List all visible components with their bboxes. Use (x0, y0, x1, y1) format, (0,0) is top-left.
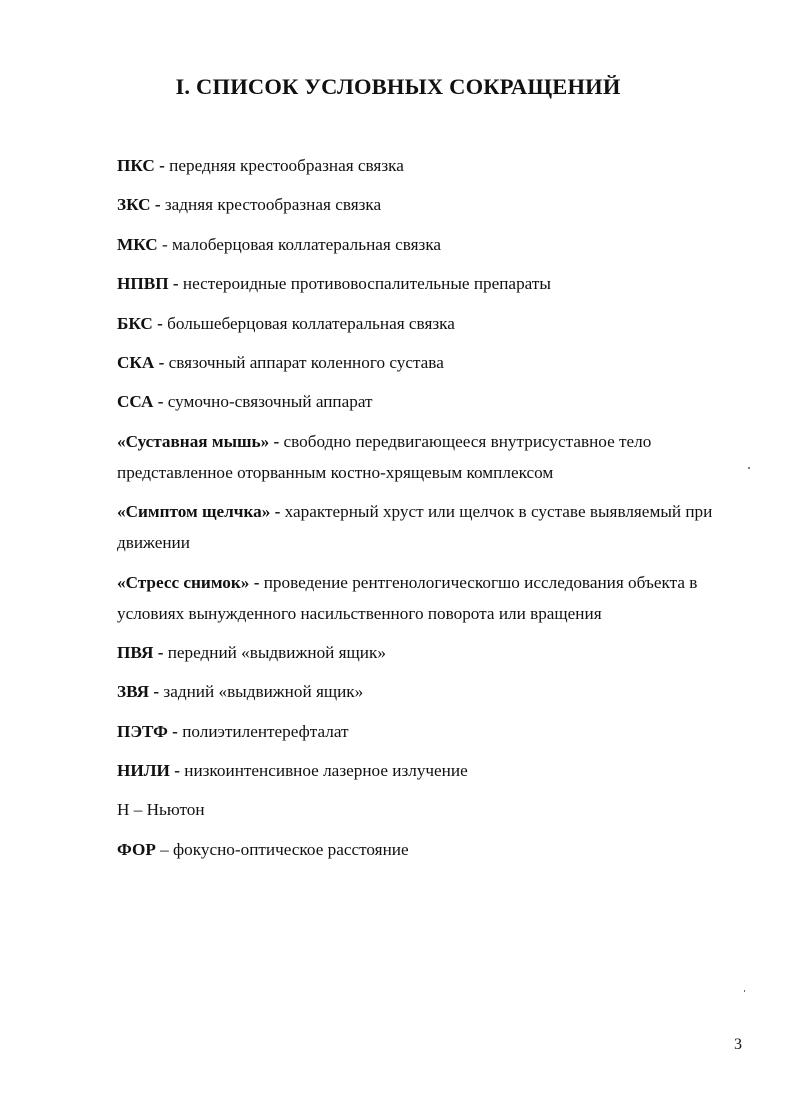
abbreviation-definition: полиэтилентерефталат (182, 721, 349, 741)
list-item (117, 676, 757, 707)
separator: - (172, 274, 179, 294)
abbreviation-term: «Симптом щелчка» (117, 502, 271, 522)
abbreviation-term: Н (117, 800, 130, 820)
abbreviation-term: ПЭТФ (117, 721, 168, 741)
abbreviation-definition: передняя крестообразная связка (169, 156, 404, 175)
abbreviation-definition: нестероидные противовоспалительные препараты (182, 274, 551, 294)
page-title: I. СПИСОК УСЛОВНЫХ СОКРАЩЕНИЙ (175, 74, 621, 99)
separator: - (157, 313, 163, 333)
list-item (117, 386, 757, 417)
abbreviation-definition: малоберцовая коллатеральная связка (172, 234, 442, 254)
list-item (117, 755, 757, 786)
list-item (117, 496, 757, 558)
separator: - (153, 682, 160, 702)
abbreviation-definition: связочный аппарат коленного сустава (168, 352, 444, 372)
separator: - (154, 195, 161, 215)
abbreviation-definition: задний «выдвижной ящик» (163, 682, 364, 702)
list-item (117, 347, 757, 378)
scan-speck (744, 990, 745, 992)
abbreviation-term: ФОР (117, 839, 156, 859)
abbreviation-term: НПВП (117, 274, 169, 294)
list-item (117, 268, 757, 299)
abbreviation-definition: большеберцовая коллатеральная связка (167, 313, 455, 333)
abbreviation-term: ПКС (117, 156, 155, 175)
list-item (117, 150, 757, 181)
abbreviation-term: БКС (117, 313, 153, 333)
list-item (117, 567, 757, 629)
abbreviation-term: ЗКС (117, 195, 151, 215)
page-number: 3 (734, 1036, 742, 1053)
abbreviation-definition: задняя крестообразная связка (164, 195, 382, 215)
list-item (117, 637, 757, 668)
abbreviation-definition: фокусно-оптическое расстояние (173, 839, 409, 859)
separator: - (172, 721, 178, 741)
separator: - (158, 352, 165, 372)
abbreviation-term: ПВЯ (117, 642, 154, 662)
abbreviation-term: МКС (117, 234, 158, 254)
list-item (117, 716, 757, 747)
list-item (117, 834, 757, 865)
separator: - (161, 234, 168, 254)
abbreviation-term: «Стресс снимок» (117, 572, 250, 592)
separator: - (157, 642, 164, 662)
list-item (117, 308, 757, 339)
separator: - (253, 572, 260, 592)
abbreviation-term: ССА (117, 392, 154, 412)
abbreviation-definition: сумочно-связочный аппарат (167, 392, 373, 412)
abbreviation-definition: свободно передвигающееся внутрисуставное тело представленное оторванным костно-хрящевым комплексом (117, 431, 652, 482)
separator: – (133, 800, 143, 820)
abbreviation-definition: проведение рентгенологическогшо исследования объекта в условиях вынужденного насильственного поворота или вращения (117, 572, 698, 623)
abbreviation-definition: характерный хруст или щелчок в суставе выявляемый при движении (117, 502, 713, 553)
separator: - (159, 156, 165, 175)
separator: - (157, 392, 164, 412)
list-item (117, 794, 757, 825)
list-item (117, 229, 757, 260)
list-item (117, 189, 757, 220)
abbreviation-definition: низкоинтенсивное лазерное излучение (184, 761, 468, 781)
abbreviation-definition: передний «выдвижной ящик» (167, 642, 386, 662)
separator: - (174, 761, 180, 781)
scan-speck (748, 467, 750, 469)
separator: - (273, 431, 280, 451)
abbreviation-term: СКА (117, 352, 155, 372)
abbreviation-term: НИЛИ (117, 761, 170, 781)
separator: - (274, 502, 281, 522)
abbreviation-term: «Суставная мышь» (117, 431, 270, 451)
abbreviation-term: ЗВЯ (117, 682, 150, 702)
list-item (117, 426, 757, 488)
abbreviation-list (117, 150, 757, 873)
abbreviation-definition: Ньютон (146, 800, 205, 820)
separator: – (160, 839, 169, 859)
